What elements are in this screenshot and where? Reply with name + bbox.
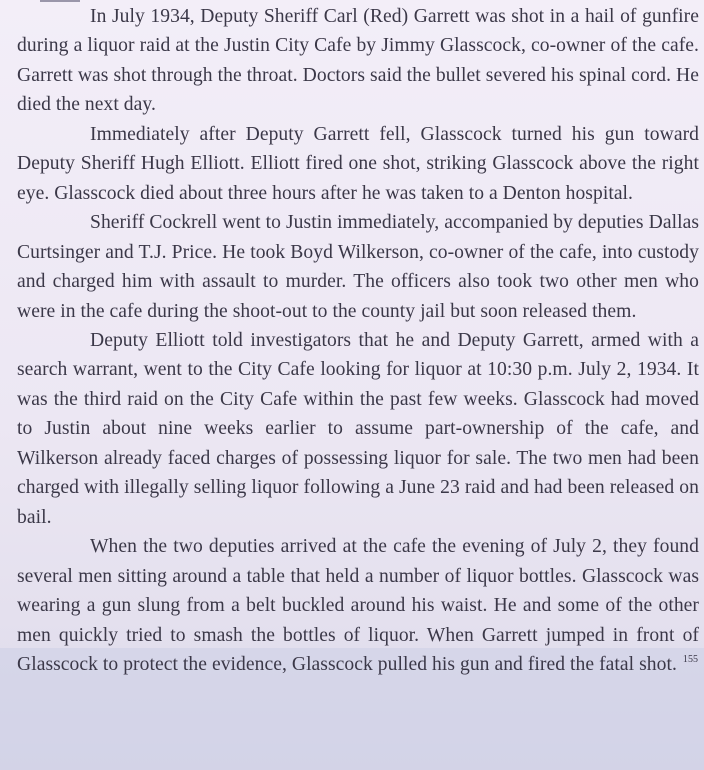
paragraph-3: Sheriff Cockrell went to Justin immediately, accompanied by deputies Dallas Curtsinger and T.J. Price. He took Boyd Wilkerson, co-owner of the cafe, into custody and charged him with assault to murder. The officers also took two other men who were in the cafe during the shoot-out to the county jail but soon released them. <box>17 212 699 322</box>
paragraph-2: Immediately after Deputy Garrett fell, Glasscock turned his gun toward Deputy Sheriff Hugh Elliott. Elliott fired one shot, striking Glasscock above the right eye. Glasscock died about three hours after he was taken to a Denton hospital. <box>17 123 699 204</box>
body-text <box>17 2 699 679</box>
paragraph-5-text: When the two deputies arrived at the cafe the evening of July 2, they found several men sitting around a table that held a number of liquor bottles. Glasscock was wearing a gun slung from a belt buckled around his waist. He and some of the other men quickly tried to smash the bottles of liquor. When Garrett jumped in front of Glasscock to protect the evidence, Glasscock pulled his gun and fired the fatal shot. <box>17 536 699 675</box>
paragraph-1: In July 1934, Deputy Sheriff Carl (Red) Garrett was shot in a hail of gunfire during a liquor raid at the Justin City Cafe by Jimmy Glasscock, co-owner of the cafe. Garrett was shot through the throat. Doctors said the bullet severed his spinal cord. He died the next day. <box>17 6 699 116</box>
footnote-marker: 155 <box>682 654 699 666</box>
paragraph-5 <box>17 532 699 679</box>
paragraph-4: Deputy Elliott told investigators that he and Deputy Garrett, armed with a search warrant, went to the City Cafe looking for liquor at 10:30 p.m. July 2, 1934. It was the third raid on the City Cafe within the past few weeks. Glasscock had moved to Justin about nine weeks earlier to assume part-ownership of the cafe, and Wilkerson already faced charges of possessing liquor for sale. The two men had been charged with illegally selling liquor following a June 23 raid and had been released on bail. <box>17 329 699 528</box>
